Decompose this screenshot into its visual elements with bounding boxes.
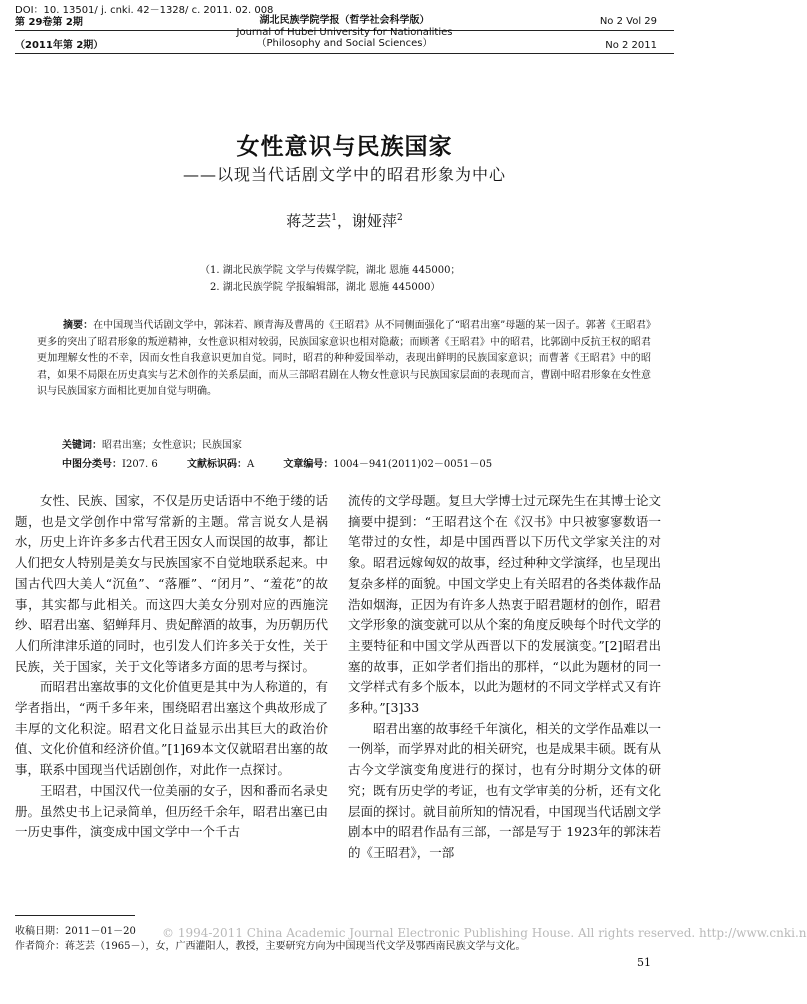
keywords: [62, 436, 242, 451]
abstract-text: 在中国现当代话剧文学中，郭沫若、顾青海及曹禺的《王昭君》从不同侧面强化了“昭君出塞”母题的某一因子。郭著《王昭君》更多的突出了昭君形象的叛逆精神，女性意识相对较弱，民族国家意识也相对隐蔽；而顾著《王昭君》中的昭君，比郭剧中反抗王权的昭君更加理解女性的不幸，因而女性自我意识更加自觉。同时，昭君的种种爱国举动，表现出鲜明的民族国家意识；而曹著《王昭君》中的昭君，如果不局限在历史真实与艺术创作的关系层面，而从三部昭君剧在人物女性意识与民族国家层面的表现而言，曹剧中昭君形象在女性意识与民族国家方面相比更加自觉与明确。: [37, 320, 651, 398]
abstract: [37, 318, 651, 401]
keywords-text: 昭君出塞；女性意识；民族国家: [102, 440, 242, 451]
doc-code-label: 文献标识码：: [186, 459, 247, 470]
header-rule-bottom: [15, 53, 674, 54]
body-paragraph: 昭君出塞的故事经千年演化，相关的文学作品难以一一例举，而学界对此的相关研究，也是成果丰硕。既有从古今文学演变角度进行的探讨，也有分时期分文体的研究；既有历史学的考证，也有文学审美的分析，还有文化层面的探讨。就目前所知的情况看，中国现当代话剧文学剧本中的昭君作品有三部，一部是写于 1923年的郭沫若的《王昭君》，一部: [348, 720, 661, 860]
volume-issue-right: No 2 Vol 29: [599, 16, 657, 27]
doc-code-value: A: [246, 459, 255, 470]
body-paragraph: 女性、民族、国家，不仅是历史话语中不绝于缕的话题，也是文学创作中常写常新的主题。常言说女人是祸水，历史上许许多多古代君王因女人而误国的故事，都让人们把女人特别是美女与民族国家不自觉地联系起来。中国古代四大美人“沉鱼”、“落雁”、“闭月”、“羞花”的故事，其实都与此相关。而这四大美女分别对应的西施浣纱、昭君出塞、貂蝉拜月、贵妃醉酒的故事，为历朝历代人们所津津乐道的同时，也引发人们许多关于女性，关于民族，关于国家，关于文化等诸多方面的思考与探讨。: [15, 493, 328, 674]
article-number-label: 文章编号：: [283, 459, 334, 470]
journal-name-en-sub: （Philosophy and Social Sciences）: [256, 38, 433, 49]
classification-line: [62, 455, 492, 470]
journal-name-cn: 湖北民族学院学报（哲学社会科学版）: [259, 15, 430, 26]
author-separator: ，: [336, 212, 352, 230]
clc-label: 中图分类号：: [62, 459, 122, 470]
year-issue-left: （2011年第 2期）: [15, 40, 104, 51]
footnote-rule: [15, 915, 135, 916]
affiliation-2: 2. 湖北民族学院 学报编辑部，湖北 恩施 445000）: [210, 282, 441, 293]
body-paragraph: 而昭君出塞故事的文化价值更是其中为人称道的，有学者指出，“两千多年来，围绕昭君出塞这个典故形成了丰厚的文化积淀。昭君文化日益显示出其巨大的政治价值、文化价值和经济价值。”[1]69本文仅就昭君出塞的故事，联系中国现当代话剧创作，对此作一点探讨。: [15, 679, 328, 778]
authors: [0, 210, 689, 231]
article-number-value: 1004－941(2011)02－0051－05: [333, 459, 493, 470]
body-paragraph: 流传的文学母题。复旦大学博士过元琛先生在其博士论文摘要中提到：“王昭君这个在《汉书》中只被寥寥数语一笔带过的女性，却是中国西晋以下历代文学家关注的对象。昭君远嫁匈奴的故事，经过种种文学演绎，也呈现出复杂多样的面貌。中国文学史上有关昭君的各类体裁作品浩如烟海，正因为有许多人热衷于昭君题材的创作，昭君文学形象的演变就可以从个案的角度反映每个时代文学的主要特征和中国文学从西晋以下的发展演变。”[2]昭君出塞的故事，正如学者们指出的那样，“以此为题材的同一文学样式有多个版本，以此为题材的不同文学样式又有许多种。”[3]33: [348, 493, 661, 716]
copyright-watermark: © 1994-2011 China Academic Journal Electronic Publishing House. All rights reserved. http://www.cnki.n: [162, 926, 807, 940]
clc-value: I207. 6: [122, 459, 158, 470]
body-right-column: [348, 491, 661, 864]
volume-issue-left: 第 29卷第 2期: [15, 17, 83, 28]
doi: DOI：10. 13501/ j. cnki. 42－1328/ c. 2011. 02. 008: [15, 5, 274, 16]
body-paragraph: 王昭君，中国汉代一位美丽的女子，因和番而名录史册。虽然史书上记录简单，但历经千余年，昭君出塞已由一历史事件，演变成中国文学中一个千古: [15, 782, 328, 840]
journal-name-en: Journal of Hubei University for Nationalities: [236, 27, 453, 38]
issue-year-right: No 2 2011: [605, 40, 657, 51]
author-1: 蒋芝芸: [286, 212, 332, 230]
article-title: 女性意识与民族国家: [236, 134, 453, 160]
author-2-affiliation-mark: 2: [397, 213, 403, 223]
received-date: 收稿日期：2011－01－20: [15, 926, 136, 937]
author-2: 谢娅萍: [352, 212, 398, 230]
body-left-column: [15, 491, 328, 843]
keywords-label: 关键词：: [62, 440, 102, 451]
author-1-affiliation-mark: 1: [331, 213, 337, 223]
article-subtitle: ——以现当代话剧文学中的昭君形象为中心: [182, 165, 506, 184]
author-bio: 作者简介：蒋芝芸（1965－），女，广西灌阳人，教授，主要研究方向为中国现当代文学及鄂西南民族文学与文化。: [15, 941, 526, 952]
abstract-label: 摘要：: [63, 320, 94, 331]
page-number: 51: [637, 956, 651, 969]
affiliation-1: （1. 湖北民族学院 文学与传媒学院，湖北 恩施 445000；: [200, 265, 461, 276]
